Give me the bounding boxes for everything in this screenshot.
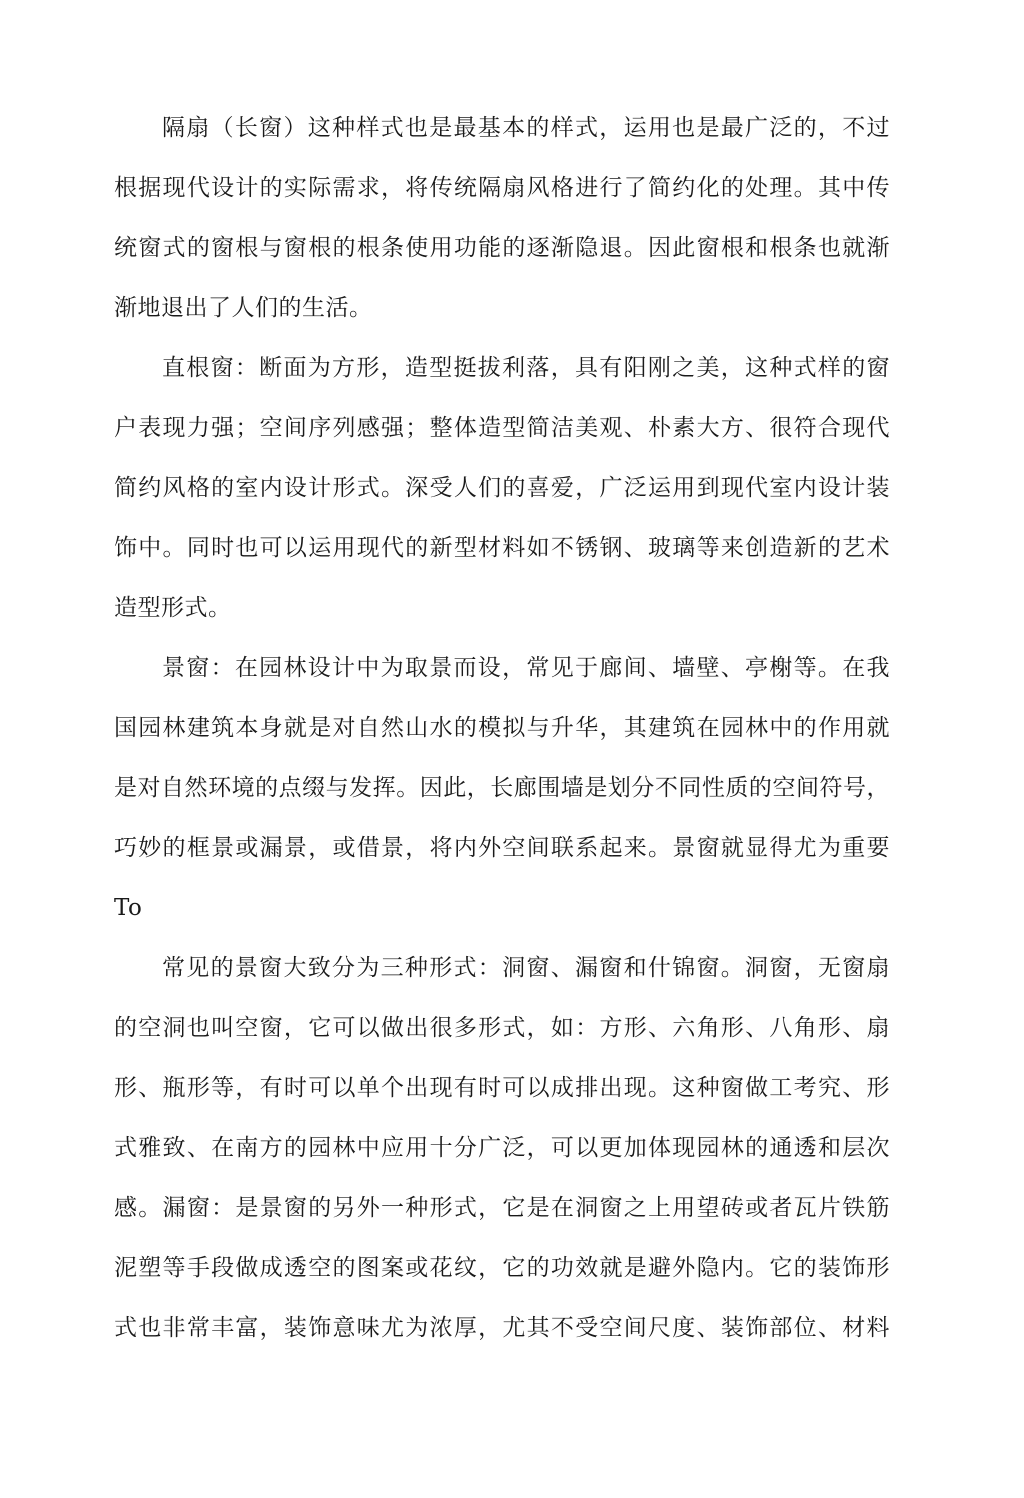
text-line: 统窗式的窗根与窗根的根条使用功能的逐渐隐退。因此窗根和根条也就渐 [114,235,890,261]
text-line: 造型形式。 [114,595,232,621]
text-line: To [114,895,143,921]
text-line: 渐地退出了人们的生活。 [114,295,373,321]
text-line: 饰中。同时也可以运用现代的新型材料如不锈钢、玻璃等来创造新的艺术 [114,535,890,561]
body-text [114,98,890,1358]
text-line: 形、瓶形等，有时可以单个出现有时可以成排出现。这种窗做工考究、形 [114,1075,890,1101]
text-line: 景窗：在园林设计中为取景而设，常见于廊间、墙壁、亭榭等。在我 [162,655,890,681]
text-line: 的空洞也叫空窗，它可以做出很多形式，如：方形、六角形、八角形、扇 [114,1015,890,1041]
text-line: 隔扇（长窗）这种样式也是最基本的样式，运用也是最广泛的，不过 [162,115,890,141]
text-line: 泥塑等手段做成透空的图案或花纹，它的功效就是避外隐内。它的装饰形 [114,1255,890,1281]
text-line: 常见的景窗大致分为三种形式：洞窗、漏窗和什锦窗。洞窗，无窗扇 [162,955,890,981]
text-line: 式雅致、在南方的园林中应用十分广泛，可以更加体现园林的通透和层次 [114,1135,890,1161]
text-line: 户表现力强；空间序列感强；整体造型简洁美观、朴素大方、很符合现代 [114,415,890,441]
text-line: 感。漏窗：是景窗的另外一种形式，它是在洞窗之上用望砖或者瓦片铁筋 [114,1195,890,1221]
text-line: 直根窗：断面为方形，造型挺拔利落，具有阳刚之美，这种式样的窗 [162,355,890,381]
text-line: 式也非常丰富，装饰意味尤为浓厚，尤其不受空间尺度、装饰部位、材料 [114,1315,890,1341]
text-line: 国园林建筑本身就是对自然山水的模拟与升华，其建筑在园林中的作用就 [114,715,890,741]
text-line: 是对自然环境的点缀与发挥。因此，长廊围墙是划分不同性质的空间符号， [114,775,890,801]
text-line: 巧妙的框景或漏景，或借景，将内外空间联系起来。景窗就显得尤为重要 [114,835,890,861]
text-line: 根据现代设计的实际需求，将传统隔扇风格进行了简约化的处理。其中传 [114,175,890,201]
text-line: 简约风格的室内设计形式。深受人们的喜爱，广泛运用到现代室内设计装 [114,475,890,501]
